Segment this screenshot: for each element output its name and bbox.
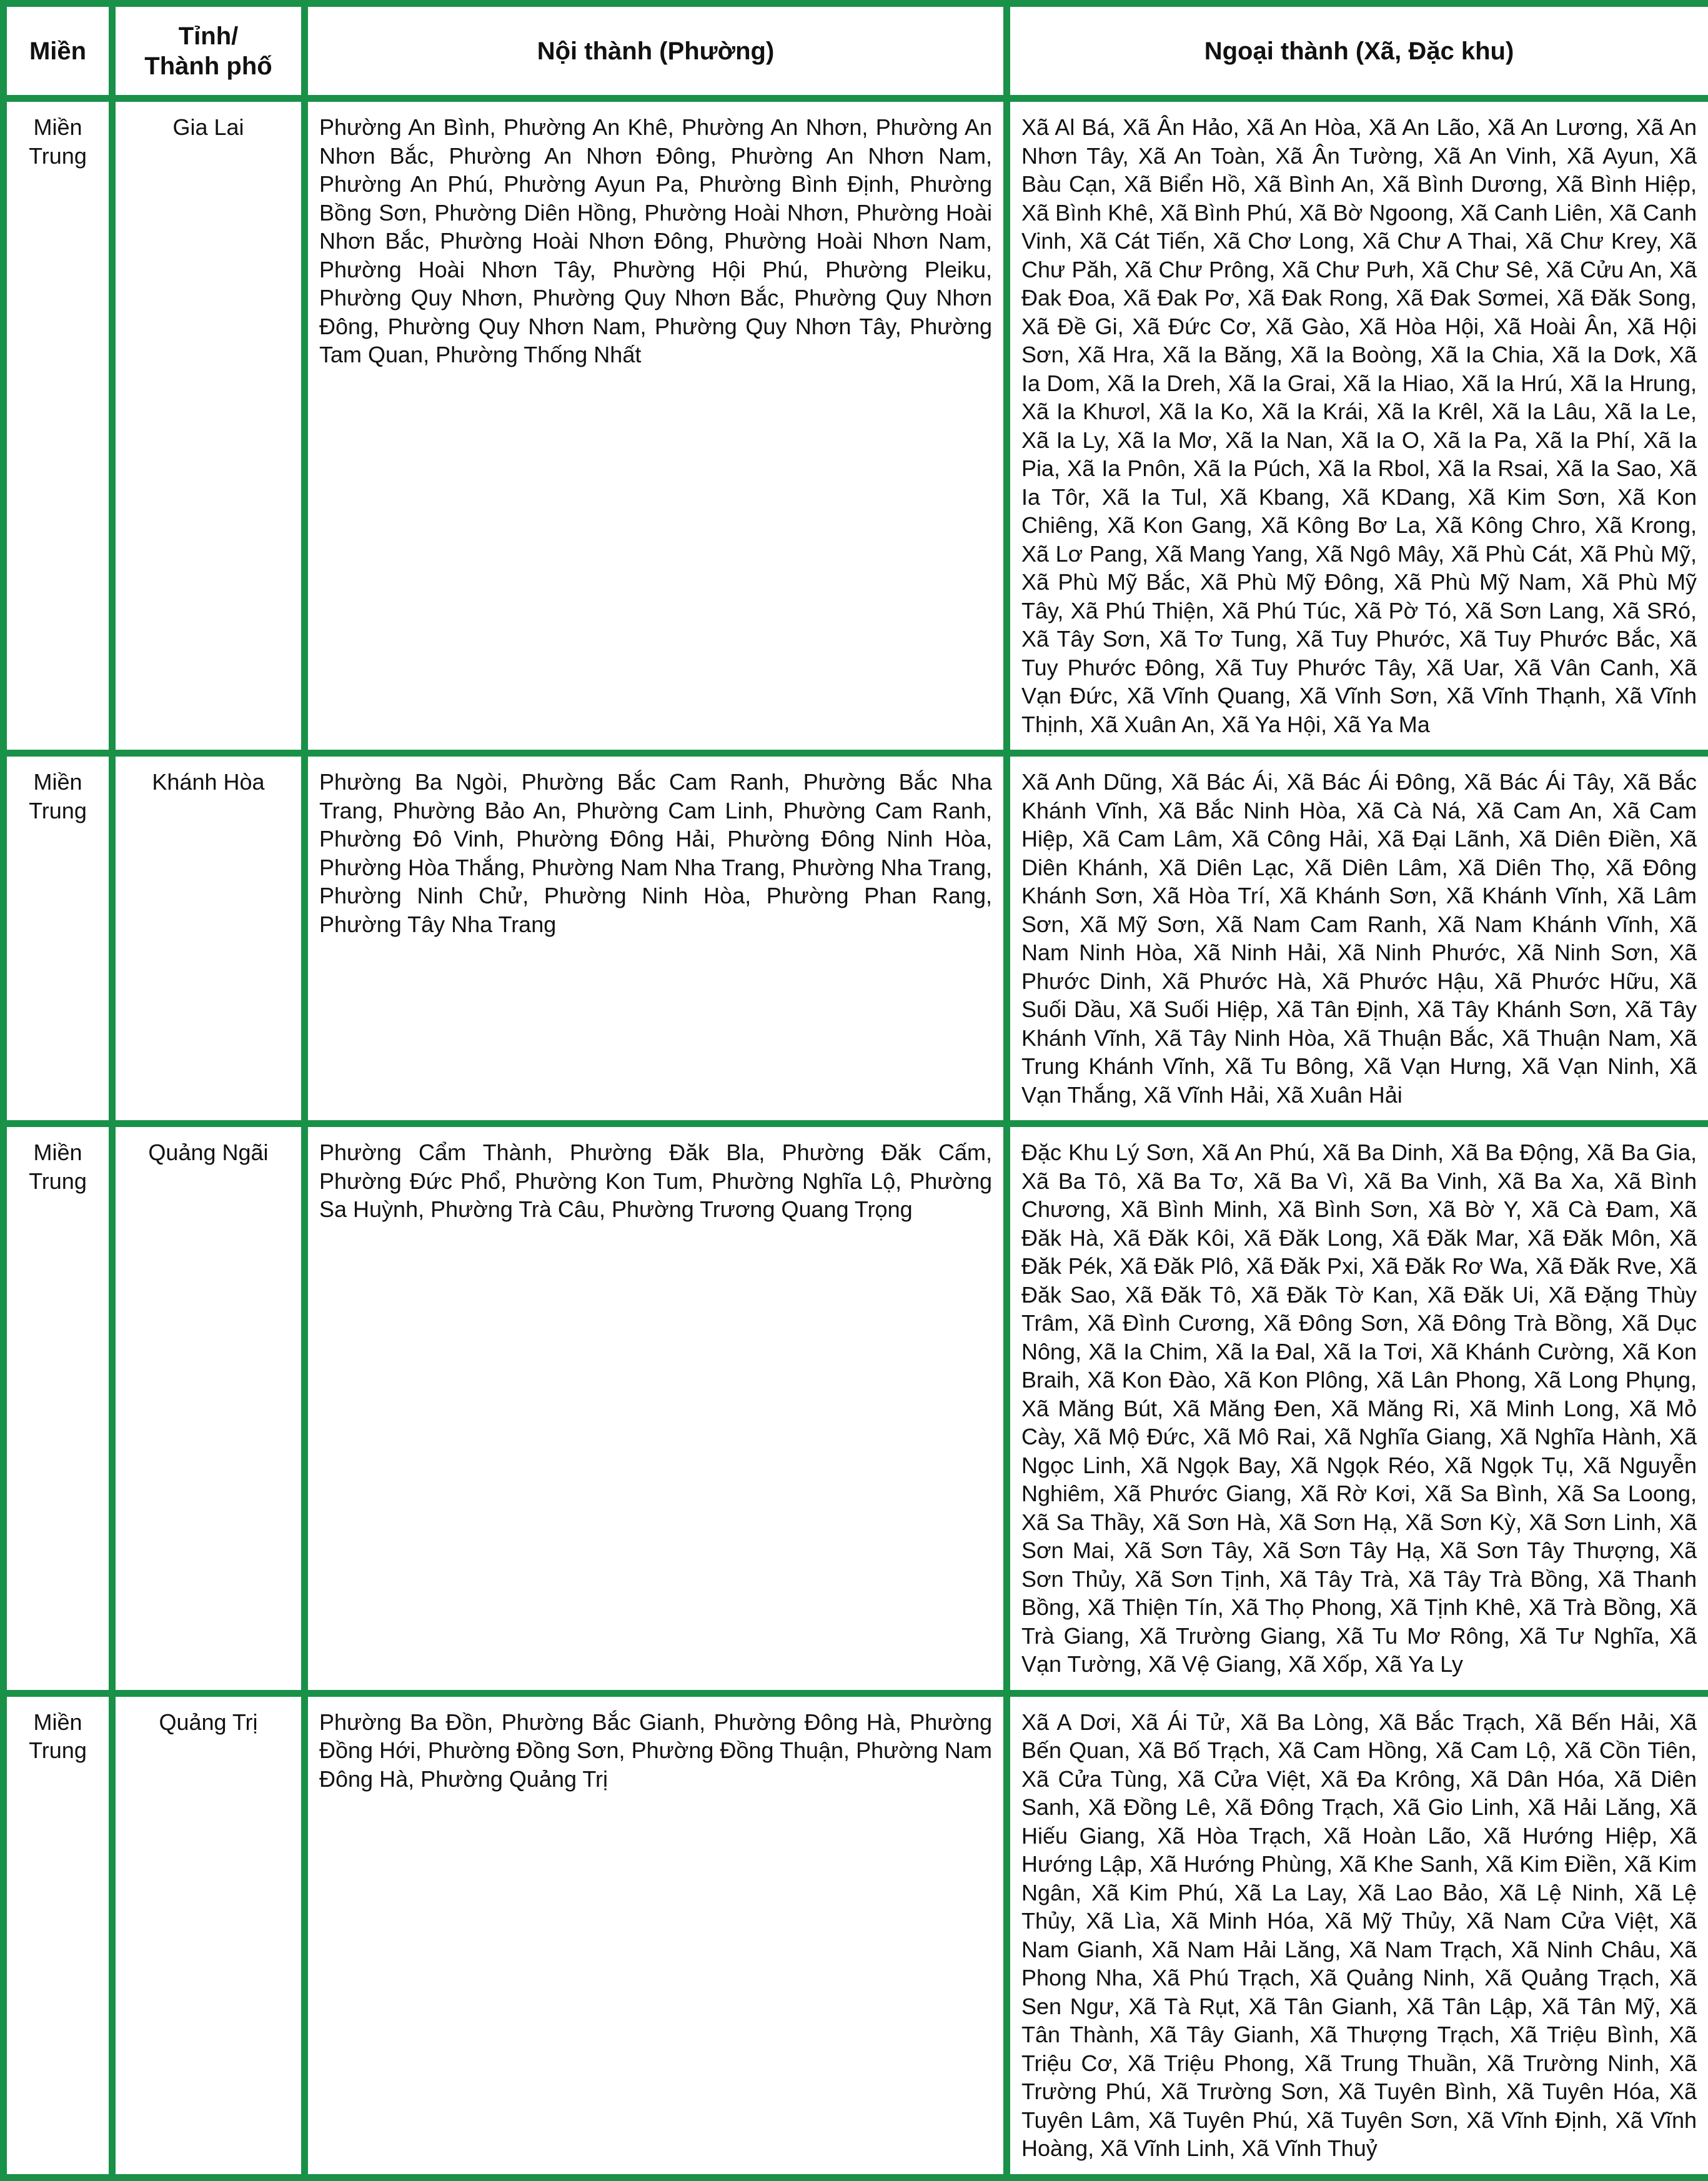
wards-cell: Phường Ba Ngòi, Phường Bắc Cam Ranh, Phường Bắc Nha Trang, Phường Bảo An, Phường Cam Linh, Phường Cam Ranh, Phường Đô Vinh, Phường Đông Hải, Phường Đông Ninh Hòa, Phường Hòa Thắng, Phường Nam Nha Trang, Phường Nha Trang, Phường Ninh Chử, Phường Ninh Hòa, Phường Phan Rang, Phường Tây Nha Trang <box>305 753 1007 1124</box>
table-row <box>4 99 1708 753</box>
header-urban-wards: Nội thành (Phường) <box>305 4 1007 99</box>
province-cell: Quảng Trị <box>112 1693 305 2177</box>
province-cell: Quảng Ngãi <box>112 1124 305 1694</box>
wards-cell: Phường An Bình, Phường An Khê, Phường An Nhơn, Phường An Nhơn Bắc, Phường An Nhơn Đông, Phường An Nhơn Nam, Phường An Phú, Phường Ayun Pa, Phường Bình Định, Phường Bồng Sơn, Phường Diên Hồng, Phường Hoài Nhơn, Phường Hoài Nhơn Bắc, Phường Hoài Nhơn Đông, Phường Hoài Nhơn Nam, Phường Hoài Nhơn Tây, Phường Hội Phú, Phường Pleiku, Phường Quy Nhơn, Phường Quy Nhơn Bắc, Phường Quy Nhơn Đông, Phường Quy Nhơn Nam, Phường Quy Nhơn Tây, Phường Tam Quan, Phường Thống Nhất <box>305 99 1007 753</box>
header-province <box>112 4 305 99</box>
province-cell: Gia Lai <box>112 99 305 753</box>
region-cell: Miền Trung <box>4 99 112 753</box>
communes-cell: Đặc Khu Lý Sơn, Xã An Phú, Xã Ba Dinh, Xã Ba Động, Xã Ba Gia, Xã Ba Tô, Xã Ba Tơ, Xã Ba Vì, Xã Ba Vinh, Xã Ba Xa, Xã Bình Chương, Xã Bình Minh, Xã Bình Sơn, Xã Bờ Y, Xã Cà Đam, Xã Đăk Hà, Xã Đăk Kôi, Xã Đăk Long, Xã Đăk Mar, Xã Đăk Môn, Xã Đăk Pék, Xã Đăk Plô, Xã Đăk Pxi, Xã Đăk Rơ Wa, Xã Đăk Rve, Xã Đăk Sao, Xã Đăk Tô, Xã Đăk Tờ Kan, Xã Đăk Ui, Xã Đặng Thùy Trâm, Xã Đình Cương, Xã Đông Sơn, Xã Đông Trà Bồng, Xã Dục Nông, Xã Ia Chim, Xã Ia Đal, Xã Ia Tơi, Xã Khánh Cường, Xã Kon Braih, Xã Kon Đào, Xã Kon Plông, Xã Lân Phong, Xã Long Phụng, Xã Măng Bút, Xã Măng Đen, Xã Măng Ri, Xã Minh Long, Xã Mỏ Cày, Xã Mộ Đức, Xã Mô Rai, Xã Nghĩa Giang, Xã Nghĩa Hành, Xã Ngọc Linh, Xã Ngọk Bay, Xã Ngọk Réo, Xã Ngọk Tụ, Xã Nguyễn Nghiêm, Xã Phước Giang, Xã Rờ Kơi, Xã Sa Bình, Xã Sa Loong, Xã Sa Thầy, Xã Sơn Hà, Xã Sơn Hạ, Xã Sơn Kỳ, Xã Sơn Linh, Xã Sơn Mai, Xã Sơn Tây, Xã Sơn Tây Hạ, Xã Sơn Tây Thượng, Xã Sơn Thủy, Xã Sơn Tịnh, Xã Tây Trà, Xã Tây Trà Bồng, Xã Thanh Bồng, Xã Thiện Tín, Xã Thọ Phong, Xã Tịnh Khê, Xã Trà Bồng, Xã Trà Giang, Xã Trường Giang, Xã Tu Mơ Rông, Xã Tư Nghĩa, Xã Vạn Tường, Xã Vệ Giang, Xã Xốp, Xã Ya Ly <box>1007 1124 1708 1694</box>
region-cell: Miền Trung <box>4 1124 112 1694</box>
table-row <box>4 1693 1708 2177</box>
header-province-line1: Tỉnh/ <box>124 21 292 51</box>
table-row <box>4 1124 1708 1694</box>
communes-cell: Xã A Dơi, Xã Ái Tử, Xã Ba Lòng, Xã Bắc Trạch, Xã Bến Hải, Xã Bến Quan, Xã Bố Trạch, Xã Cam Hồng, Xã Cam Lộ, Xã Cồn Tiên, Xã Cửa Tùng, Xã Cửa Việt, Xã Đa Krông, Xã Dân Hóa, Xã Diên Sanh, Xã Đồng Lê, Xã Đông Trạch, Xã Gio Linh, Xã Hải Lăng, Xã Hiếu Giang, Xã Hòa Trạch, Xã Hoàn Lão, Xã Hướng Hiệp, Xã Hướng Lập, Xã Hướng Phùng, Xã Khe Sanh, Xã Kim Điền, Xã Kim Ngân, Xã Kim Phú, Xã La Lay, Xã Lao Bảo, Xã Lệ Ninh, Xã Lệ Thủy, Xã Lìa, Xã Minh Hóa, Xã Mỹ Thủy, Xã Nam Cửa Việt, Xã Nam Gianh, Xã Nam Hải Lăng, Xã Nam Trạch, Xã Ninh Châu, Xã Phong Nha, Xã Phú Trạch, Xã Quảng Ninh, Xã Quảng Trạch, Xã Sen Ngư, Xã Tà Rụt, Xã Tân Gianh, Xã Tân Lập, Xã Tân Mỹ, Xã Tân Thành, Xã Tây Gianh, Xã Thượng Trạch, Xã Triệu Bình, Xã Triệu Cơ, Xã Triệu Phong, Xã Trung Thuần, Xã Trường Ninh, Xã Trường Phú, Xã Trường Sơn, Xã Tuyên Bình, Xã Tuyên Hóa, Xã Tuyên Lâm, Xã Tuyên Phú, Xã Tuyên Sơn, Xã Vĩnh Định, Xã Vĩnh Hoàng, Xã Vĩnh Linh, Xã Vĩnh Thuỷ <box>1007 1693 1708 2177</box>
region-cell: Miền Trung <box>4 753 112 1124</box>
region-cell: Miền Trung <box>4 1693 112 2177</box>
header-rural-communes: Ngoại thành (Xã, Đặc khu) <box>1007 4 1708 99</box>
communes-cell: Xã Anh Dũng, Xã Bác Ái, Xã Bác Ái Đông, Xã Bác Ái Tây, Xã Bắc Khánh Vĩnh, Xã Bắc Ninh Hòa, Xã Cà Ná, Xã Cam An, Xã Cam Hiệp, Xã Cam Lâm, Xã Công Hải, Xã Đại Lãnh, Xã Diên Điền, Xã Diên Khánh, Xã Diên Lạc, Xã Diên Lâm, Xã Diên Thọ, Xã Đông Khánh Sơn, Xã Hòa Trí, Xã Khánh Sơn, Xã Khánh Vĩnh, Xã Lâm Sơn, Xã Mỹ Sơn, Xã Nam Cam Ranh, Xã Nam Khánh Vĩnh, Xã Nam Ninh Hòa, Xã Ninh Hải, Xã Ninh Phước, Xã Ninh Sơn, Xã Phước Dinh, Xã Phước Hà, Xã Phước Hậu, Xã Phước Hữu, Xã Suối Dầu, Xã Suối Hiệp, Xã Tân Định, Xã Tây Khánh Sơn, Xã Tây Khánh Vĩnh, Xã Tây Ninh Hòa, Xã Thuận Bắc, Xã Thuận Nam, Xã Trung Khánh Vĩnh, Xã Tu Bông, Xã Vạn Hưng, Xã Vạn Ninh, Xã Vạn Thắng, Xã Vĩnh Hải, Xã Xuân Hải <box>1007 753 1708 1124</box>
wards-cell: Phường Cẩm Thành, Phường Đăk Bla, Phường Đăk Cấm, Phường Đức Phổ, Phường Kon Tum, Phường Nghĩa Lộ, Phường Sa Huỳnh, Phường Trà Câu, Phường Trương Quang Trọng <box>305 1124 1007 1694</box>
header-region: Miền <box>4 4 112 99</box>
header-province-line2: Thành phố <box>124 51 292 81</box>
header-row <box>4 4 1708 99</box>
wards-cell: Phường Ba Đồn, Phường Bắc Gianh, Phường Đông Hà, Phường Đồng Hới, Phường Đồng Sơn, Phường Đồng Thuận, Phường Nam Đông Hà, Phường Quảng Trị <box>305 1693 1007 2177</box>
province-cell: Khánh Hòa <box>112 753 305 1124</box>
communes-cell: Xã Al Bá, Xã Ân Hảo, Xã An Hòa, Xã An Lão, Xã An Lương, Xã An Nhơn Tây, Xã An Toàn, Xã Ân Tường, Xã An Vinh, Xã Ayun, Xã Bàu Cạn, Xã Biển Hồ, Xã Bình An, Xã Bình Dương, Xã Bình Hiệp, Xã Bình Khê, Xã Bình Phú, Xã Bờ Ngoong, Xã Canh Liên, Xã Canh Vinh, Xã Cát Tiến, Xã Chơ Long, Xã Chư A Thai, Xã Chư Krey, Xã Chư Păh, Xã Chư Prông, Xã Chư Pưh, Xã Chư Sê, Xã Cửu An, Xã Đak Đoa, Xã Đak Pơ, Xã Đak Rong, Xã Đak Sơmei, Xã Đăk Song, Xã Đề Gi, Xã Đức Cơ, Xã Gào, Xã Hòa Hội, Xã Hoài Ân, Xã Hội Sơn, Xã Hra, Xã Ia Băng, Xã Ia Boòng, Xã Ia Chia, Xã Ia Dơk, Xã Ia Dom, Xã Ia Dreh, Xã Ia Grai, Xã Ia Hiao, Xã Ia Hrú, Xã Ia Hrung, Xã Ia Khươl, Xã Ia Ko, Xã Ia Krái, Xã Ia Krêl, Xã Ia Lâu, Xã Ia Le, Xã Ia Ly, Xã Ia Mơ, Xã Ia Nan, Xã Ia O, Xã Ia Pa, Xã Ia Phí, Xã Ia Pia, Xã Ia Pnôn, Xã Ia Púch, Xã Ia Rbol, Xã Ia Rsai, Xã Ia Sao, Xã Ia Tôr, Xã Ia Tul, Xã Kbang, Xã KDang, Xã Kim Sơn, Xã Kon Chiêng, Xã Kon Gang, Xã Kông Bơ La, Xã Kông Chro, Xã Krong, Xã Lơ Pang, Xã Mang Yang, Xã Ngô Mây, Xã Phù Cát, Xã Phù Mỹ, Xã Phù Mỹ Bắc, Xã Phù Mỹ Đông, Xã Phù Mỹ Nam, Xã Phù Mỹ Tây, Xã Phú Thiện, Xã Phú Túc, Xã Pờ Tó, Xã Sơn Lang, Xã SRó, Xã Tây Sơn, Xã Tơ Tung, Xã Tuy Phước, Xã Tuy Phước Bắc, Xã Tuy Phước Đông, Xã Tuy Phước Tây, Xã Uar, Xã Vân Canh, Xã Vạn Đức, Xã Vĩnh Quang, Xã Vĩnh Sơn, Xã Vĩnh Thạnh, Xã Vĩnh Thịnh, Xã Xuân An, Xã Ya Hội, Xã Ya Ma <box>1007 99 1708 753</box>
table-row <box>4 753 1708 1124</box>
